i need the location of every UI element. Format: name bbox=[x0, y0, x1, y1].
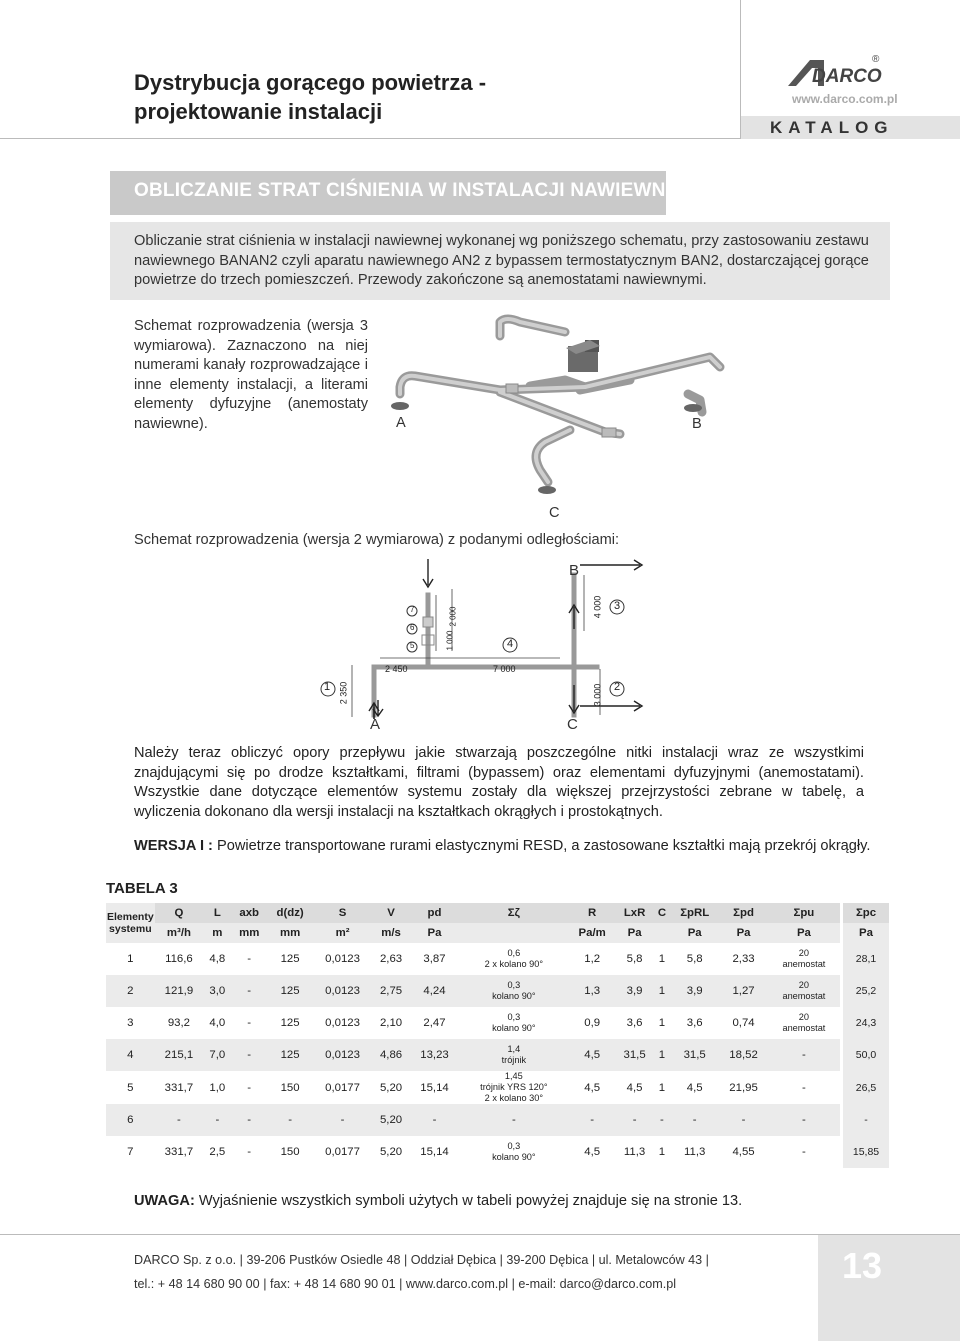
table-cell: 1 bbox=[658, 1081, 666, 1094]
table-cell: 215,1 bbox=[155, 1039, 203, 1071]
schema-2d-num-7: 7 bbox=[410, 605, 415, 614]
table-cell: 3,9 bbox=[670, 975, 719, 1007]
schema-2d-caption: Schemat rozprowadzenia (wersja 2 wymiarowa) z podanymi odległościami: bbox=[134, 532, 620, 548]
table-header-cell: Σζ bbox=[459, 903, 569, 923]
schema-3d-description: Schemat rozprowadzenia (wersja 3 wymiarowa). Zaznaczono na niej numerami kanały rozprowadzające i inne elementy instalacji, a literami elementy dyfuzyjne (anemostaty nawiewne). bbox=[134, 318, 368, 432]
table-cell: 31,5 bbox=[670, 1039, 719, 1071]
table-cell: - bbox=[313, 1104, 372, 1136]
table-header-cell: axb bbox=[232, 903, 267, 923]
table-cell: 4,8 bbox=[209, 953, 226, 965]
table-cell: 20 anemostat bbox=[782, 1012, 826, 1033]
table-cell: 331,7 bbox=[164, 1146, 194, 1158]
section-title: OBLICZANIE STRAT CIŚNIENIA W INSTALACJI NAWIEWNEJ bbox=[134, 180, 690, 201]
table-cell: - bbox=[247, 1146, 252, 1158]
table-unit-cell: mm bbox=[267, 923, 313, 943]
table-cell: 0,0123 bbox=[325, 1017, 360, 1029]
table-cell: - bbox=[569, 1104, 615, 1136]
schema-2d-dim-3000: 3 000 bbox=[592, 683, 603, 707]
table-unit-cell: m² bbox=[313, 923, 372, 943]
table-cell: 28,1 bbox=[842, 943, 889, 975]
wersja-text: Powietrze transportowane rurami elastycznymi RESD, a zastosowane kształtki mają przekrój okrągły. bbox=[212, 838, 871, 854]
table-cell: 0,0123 bbox=[313, 1039, 372, 1071]
table-cell: - bbox=[842, 1104, 889, 1136]
wersja-line bbox=[134, 838, 894, 854]
table-cell: - bbox=[203, 1104, 231, 1136]
table-cell: 2,75 bbox=[372, 975, 410, 1007]
table-header-cell: pd bbox=[410, 903, 458, 923]
table-cell: 5,20 bbox=[379, 1081, 403, 1094]
schema-2d-dim-4000: 4 000 bbox=[592, 595, 603, 619]
schema-3d-label-b: B bbox=[692, 416, 702, 432]
schema-2d-dim-2350: 2 350 bbox=[338, 681, 349, 705]
table-row bbox=[106, 1039, 889, 1071]
table-unit-cell: m bbox=[203, 923, 231, 943]
page-title-line1: Dystrybucja gorącego powietrza - bbox=[134, 70, 487, 95]
page-title-line2: projektowanie instalacji bbox=[134, 99, 383, 124]
table-cell: 20 anemostat bbox=[768, 975, 842, 1007]
table-row bbox=[106, 975, 889, 1007]
table-cell: 2,5 bbox=[209, 1146, 226, 1158]
table-cell: 3,9 bbox=[615, 975, 653, 1007]
table-cell: 0,74 bbox=[732, 1017, 755, 1029]
schema-2d-num-6: 6 bbox=[410, 623, 415, 632]
table-cell: 4,24 bbox=[410, 975, 458, 1007]
table-cell: 7,0 bbox=[203, 1039, 231, 1071]
table-cell: 2,47 bbox=[423, 1017, 446, 1029]
table-cell: 121,9 bbox=[155, 975, 203, 1007]
schema-2d-dim-2000: 2 000 bbox=[448, 606, 458, 627]
table-row-id: 5 bbox=[127, 1081, 134, 1094]
table-header-cell: Σpd bbox=[719, 903, 767, 923]
footer-address: DARCO Sp. z o.o. | 39-206 Pustków Osiedle 48 | Oddział Dębica | 39-200 Dębica | ul. Metalowców 43 | bbox=[134, 1253, 709, 1267]
table-header-row bbox=[106, 903, 889, 923]
table-unit-cell bbox=[654, 923, 670, 943]
table-cell: - bbox=[232, 1104, 267, 1136]
table-unit-cell: Pa bbox=[842, 923, 889, 943]
table-cell: 93,2 bbox=[167, 1017, 191, 1029]
logo-url: www.darco.com.pl bbox=[792, 92, 898, 106]
table-cell: - bbox=[232, 975, 267, 1007]
schema-2d-num-4: 4 bbox=[507, 638, 514, 650]
table-cell: 0,0177 bbox=[325, 1146, 360, 1158]
table-cell: 26,5 bbox=[842, 1071, 889, 1104]
table-header-cell: Q bbox=[155, 903, 203, 923]
schema-2d-label-c: C bbox=[567, 716, 578, 733]
table-cell: - bbox=[247, 1081, 252, 1094]
table-cell: 4,86 bbox=[372, 1039, 410, 1071]
table-cell: 2,33 bbox=[732, 953, 755, 965]
table-cell: - bbox=[802, 1146, 806, 1158]
table-unit-cell: mm bbox=[232, 923, 267, 943]
table-cell: 125 bbox=[280, 953, 300, 965]
table-cell: 150 bbox=[280, 1146, 300, 1158]
table-cell: 4,5 bbox=[584, 1081, 601, 1094]
table-cell: - bbox=[247, 1017, 252, 1029]
table-header-cell: Σpc bbox=[842, 903, 889, 923]
table-cell: 15,14 bbox=[420, 1081, 449, 1094]
catalog-label: KATALOG bbox=[770, 118, 894, 137]
table-row bbox=[106, 1007, 889, 1039]
table-cell: 1,2 bbox=[584, 953, 601, 965]
table-cell: - bbox=[670, 1104, 719, 1136]
note bbox=[134, 1193, 742, 1209]
table-cell: 4,0 bbox=[209, 1017, 226, 1029]
table-unit-cell: Pa bbox=[410, 923, 458, 943]
table-cell: 11,3 bbox=[623, 1146, 646, 1158]
table-cell: 1 bbox=[654, 975, 670, 1007]
table-header-cell: LxR bbox=[615, 903, 653, 923]
table-cell: 0,0123 bbox=[325, 953, 360, 965]
table-cell: - bbox=[802, 1081, 806, 1094]
table-cell: 1 bbox=[654, 1039, 670, 1071]
table-cell: - bbox=[768, 1104, 842, 1136]
table-cell: 0,0177 bbox=[325, 1081, 360, 1094]
wersja-label: WERSJA I : bbox=[134, 838, 213, 854]
table-unit-cell: Pa bbox=[719, 923, 767, 943]
schema-2d-diagram bbox=[310, 555, 650, 735]
schema-2d-dim-1000: 1 000 bbox=[445, 630, 455, 651]
table-cell: - bbox=[459, 1104, 569, 1136]
table-unit-cell bbox=[459, 923, 569, 943]
table-cell: 4,5 bbox=[686, 1081, 703, 1094]
table-cell: 0,6 2 x kolano 90° bbox=[484, 948, 543, 969]
table-cell: 4,5 bbox=[626, 1081, 643, 1094]
schema-2d-dim-2450: 2 450 bbox=[385, 664, 408, 674]
table-cell: 3,0 bbox=[203, 975, 231, 1007]
table-unit-cell: Pa/m bbox=[569, 923, 615, 943]
table-cell: 1,0 bbox=[209, 1081, 226, 1094]
schema-2d-num-3: 3 bbox=[614, 600, 621, 612]
page-title bbox=[134, 68, 554, 126]
table-cell: 1 bbox=[658, 953, 666, 965]
page-number: 13 bbox=[842, 1245, 883, 1286]
table-row-id: 4 bbox=[106, 1039, 155, 1071]
table-cell: 125 bbox=[280, 1017, 300, 1029]
table-cell: 331,7 bbox=[164, 1081, 194, 1094]
table-cell: 116,6 bbox=[165, 953, 193, 965]
table-cell: 1,45 trójnik YRS 120° 2 x kolano 30° bbox=[480, 1071, 548, 1103]
table-cell: 5,8 bbox=[626, 953, 643, 965]
logo-text: DARCO bbox=[812, 66, 882, 87]
note-label: UWAGA: bbox=[134, 1193, 195, 1209]
table-cell: 31,5 bbox=[615, 1039, 653, 1071]
table-header-cell: d(dz) bbox=[267, 903, 313, 923]
schema-2d-num-5: 5 bbox=[410, 641, 415, 650]
table-row bbox=[106, 1136, 889, 1168]
table-cell: - bbox=[155, 1104, 203, 1136]
table-title: TABELA 3 bbox=[106, 880, 178, 897]
intro-text: Obliczanie strat ciśnienia w instalacji nawiewnej wykonanej wg poniższego schematu, przy zastosowaniu zestawu nawiewnego BANAN2 czyli aparatu nawiewnego AN2 z bypassem termostatycznym BAN2, dostarczającej gorące powietrze do trzech pomieszczeń. Przewody zakończone są anemostatami nawiewnymi. bbox=[134, 233, 869, 288]
table-cell: 21,95 bbox=[729, 1081, 758, 1094]
table-cell: 3,87 bbox=[423, 953, 446, 965]
schema-2d-num-2: 2 bbox=[614, 681, 621, 693]
table-unit-cell: Pa bbox=[670, 923, 719, 943]
table-cell: 150 bbox=[280, 1081, 300, 1094]
table-cell: 0,3 kolano 90° bbox=[459, 975, 569, 1007]
table-cell: 50,0 bbox=[842, 1039, 889, 1071]
table-cell: 0,9 bbox=[584, 1017, 601, 1029]
table-row bbox=[106, 943, 889, 975]
page-number-box bbox=[818, 1235, 960, 1341]
table-row bbox=[106, 1104, 889, 1136]
footer-divider bbox=[0, 1234, 960, 1235]
table-cell: 4,55 bbox=[732, 1146, 755, 1158]
table-cell: 2,10 bbox=[379, 1017, 403, 1029]
table-header-cell: ΣpRL bbox=[670, 903, 719, 923]
table-cell: 5,20 bbox=[379, 1146, 403, 1158]
table-cell: 4,5 bbox=[569, 1039, 615, 1071]
table-cell: 1,4 trójnik bbox=[459, 1039, 569, 1071]
table-cell: 18,52 bbox=[719, 1039, 767, 1071]
table-row-id: 2 bbox=[106, 975, 155, 1007]
table-cell: - bbox=[410, 1104, 458, 1136]
table-cell: - bbox=[768, 1039, 842, 1071]
note-text: Wyjaśnienie wszystkich symboli użytych w tabeli powyżej znajduje się na stronie 13. bbox=[194, 1193, 743, 1209]
pressure-loss-table bbox=[106, 903, 889, 1168]
table-unit-cell: m/s bbox=[372, 923, 410, 943]
table-row-id: 6 bbox=[106, 1104, 155, 1136]
table-cell: 5,8 bbox=[686, 953, 703, 965]
table-header-cell: C bbox=[654, 903, 670, 923]
logo-registered-mark: ® bbox=[872, 54, 880, 65]
table-cell: 20 anemostat bbox=[782, 948, 826, 969]
table-cell: 0,0123 bbox=[313, 975, 372, 1007]
schema-2d-label-b: B bbox=[569, 562, 580, 579]
body-paragraph: Należy teraz obliczyć opory przepływu jakie stwarzają poszczególne nitki instalacji wraz ze wszystkimi znajdującymi się po drodze kształtkami, filtrami (bypassem) oraz elementami dyfuzyjnymi (anemostatami). Wszystkie dane dotyczące elementów systemu zostały dla większej przejrzystości zebrane w tabelę, a wyliczenia dokonano dla wersji instalacji na kształtkach okrągłych i prostokątnych. bbox=[134, 745, 864, 820]
table-cell: 3,6 bbox=[686, 1017, 703, 1029]
footer-contact: tel.: + 48 14 680 90 00 | fax: + 48 14 680 90 01 | www.darco.com.pl | e-mail: darco@darco.com.pl bbox=[134, 1277, 677, 1291]
table-row-id: 1 bbox=[127, 953, 134, 965]
table-cell: 15,14 bbox=[420, 1146, 449, 1158]
table-row-id: 7 bbox=[127, 1146, 134, 1158]
table-cell: 4,5 bbox=[584, 1146, 601, 1158]
table-cell: 1,27 bbox=[719, 975, 767, 1007]
table-cell: 5,20 bbox=[372, 1104, 410, 1136]
table-header-cell: V bbox=[372, 903, 410, 923]
table-cell: 15,85 bbox=[842, 1136, 889, 1168]
table-cell: - bbox=[232, 1039, 267, 1071]
schema-3d-label-a: A bbox=[396, 415, 406, 431]
schema-3d-label-c: C bbox=[549, 505, 560, 521]
table-row-id: 3 bbox=[127, 1017, 134, 1029]
table-cell: 2,63 bbox=[379, 953, 403, 965]
table-cell: - bbox=[267, 1104, 313, 1136]
table-cell: 25,2 bbox=[842, 975, 889, 1007]
table-cell: 0,3 kolano 90° bbox=[492, 1141, 536, 1162]
table-cell: 125 bbox=[267, 975, 313, 1007]
table-header-cell: R bbox=[569, 903, 615, 923]
table-cell: - bbox=[719, 1104, 767, 1136]
table-cell: 3,6 bbox=[626, 1017, 643, 1029]
table-row-header-label: Elementy systemu bbox=[106, 903, 155, 943]
table-unit-cell: Pa bbox=[768, 923, 842, 943]
table-cell: 1 bbox=[658, 1146, 666, 1158]
table-units-row bbox=[106, 923, 889, 943]
table-cell: - bbox=[654, 1104, 670, 1136]
table-unit-cell: Pa bbox=[615, 923, 653, 943]
table-row bbox=[106, 1071, 889, 1104]
schema-2d-num-1: 1 bbox=[324, 681, 331, 693]
table-cell: 11,3 bbox=[684, 1146, 706, 1158]
schema-2d-label-a: A bbox=[370, 716, 381, 733]
schema-3d-diagram bbox=[380, 312, 730, 527]
table-cell: 1,3 bbox=[569, 975, 615, 1007]
table-header-cell: L bbox=[203, 903, 231, 923]
table-cell: 1 bbox=[658, 1017, 666, 1029]
table-cell: 24,3 bbox=[842, 1007, 889, 1039]
table-unit-cell: m³/h bbox=[155, 923, 203, 943]
table-header-cell: Σpu bbox=[768, 903, 842, 923]
schema-2d-dim-7000: 7 000 bbox=[493, 664, 516, 674]
table-cell: 0,3 kolano 90° bbox=[492, 1012, 536, 1033]
table-cell: - bbox=[615, 1104, 653, 1136]
table-cell: - bbox=[247, 953, 252, 965]
table-cell: 125 bbox=[267, 1039, 313, 1071]
table-header-cell: S bbox=[313, 903, 372, 923]
table-cell: 13,23 bbox=[410, 1039, 458, 1071]
